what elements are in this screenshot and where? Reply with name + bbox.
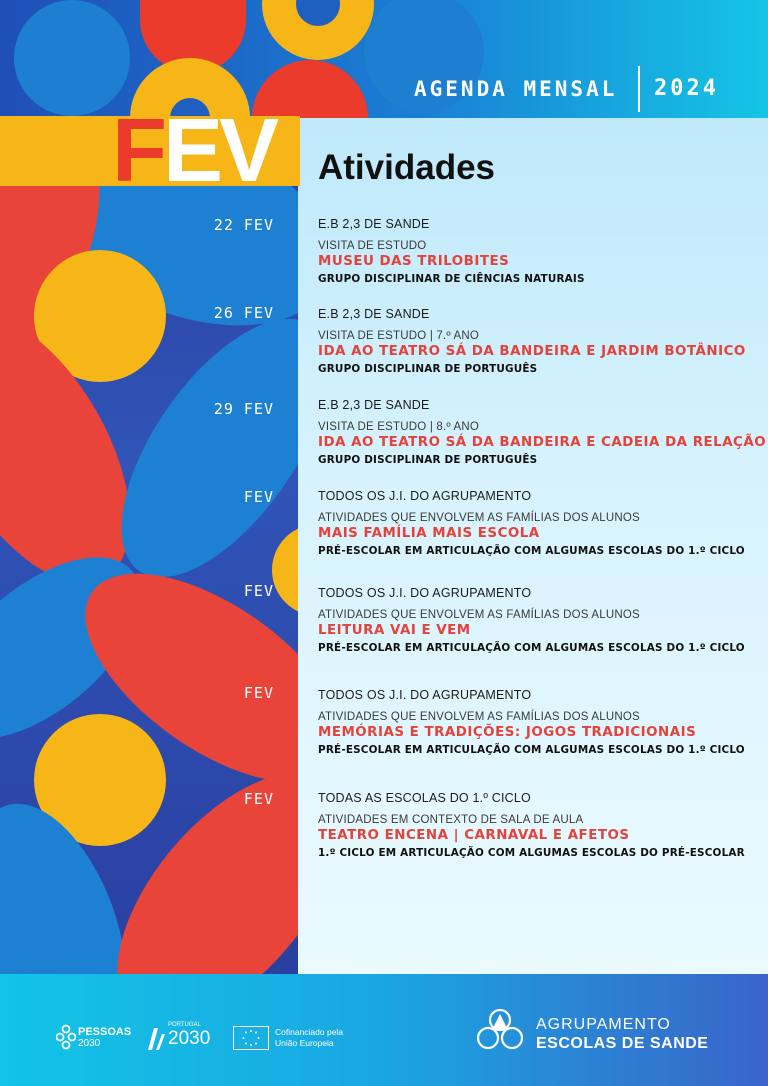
event-date: 29 FEV	[213, 400, 274, 418]
eu-line2: União Europeia	[275, 1038, 334, 1048]
event-location: TODOS OS J.I. DO AGRUPAMENTO	[318, 586, 532, 600]
portugal-icon	[146, 1024, 166, 1052]
pessoas-name: PESSOAS	[78, 1026, 132, 1038]
event-group: 1.º CICLO EM ARTICULAÇÃO COM ALGUMAS ESCOLAS DO PRÉ-ESCOLAR	[318, 847, 745, 859]
month-first-letter: F	[112, 101, 163, 201]
event-name: MUSEU DAS TRILOBITES	[318, 254, 510, 269]
event-type: VISITA DE ESTUDO | 7.º ANO	[318, 330, 480, 342]
event-type: ATIVIDADES QUE ENVOLVEM AS FAMÍLIAS DOS ALUNOS	[318, 512, 640, 524]
event-item	[318, 488, 763, 559]
agrupamento-line2: ESCOLAS DE SANDE	[536, 1035, 709, 1052]
pessoas-year: 2030	[78, 1038, 101, 1049]
agenda-label: AGENDA MENSAL	[414, 77, 618, 101]
event-type: VISITA DE ESTUDO | 8.º ANO	[318, 421, 480, 433]
event-item	[318, 397, 767, 468]
event-group: GRUPO DISCIPLINAR DE CIÊNCIAS NATURAIS	[318, 273, 585, 285]
event-date: FEV	[243, 684, 274, 702]
event-group: GRUPO DISCIPLINAR DE PORTUGUÊS	[318, 454, 538, 466]
event-date: 26 FEV	[213, 304, 274, 322]
event-name: MEMÓRIAS E TRADIÇÕES: JOGOS TRADICIONAIS	[318, 725, 697, 740]
event-date: 22 FEV	[213, 216, 274, 234]
decorative-art-panel	[0, 118, 298, 974]
event-type: VISITA DE ESTUDO	[318, 240, 427, 252]
school-emblem-icon	[474, 1004, 526, 1056]
eu-flag-icon	[233, 1026, 269, 1050]
event-type: ATIVIDADES EM CONTEXTO DE SALA DE AULA	[318, 814, 584, 826]
pessoas-icon	[56, 1024, 76, 1050]
event-location: TODOS OS J.I. DO AGRUPAMENTO	[318, 489, 532, 503]
portugal-name: PORTUGAL	[168, 1022, 201, 1028]
event-date: FEV	[243, 790, 274, 808]
year-label: 2024	[654, 76, 719, 101]
event-item	[318, 687, 763, 758]
page-title: Atividades	[318, 148, 495, 187]
event-group: PRÉ-ESCOLAR EM ARTICULAÇÃO COM ALGUMAS ESCOLAS DO 1.º CICLO	[318, 744, 745, 756]
header-divider	[638, 66, 640, 112]
event-type: ATIVIDADES QUE ENVOLVEM AS FAMÍLIAS DOS ALUNOS	[318, 609, 640, 621]
event-date: FEV	[243, 488, 274, 506]
event-item	[318, 216, 763, 287]
event-name: TEATRO ENCENA | CARNAVAL E AFETOS	[318, 828, 630, 843]
event-location: E.B 2,3 DE SANDE	[318, 307, 430, 321]
event-location: TODOS OS J.I. DO AGRUPAMENTO	[318, 688, 532, 702]
month-rest-letters: EV	[162, 101, 276, 201]
event-type: ATIVIDADES QUE ENVOLVEM AS FAMÍLIAS DOS ALUNOS	[318, 711, 640, 723]
event-name: MAIS FAMÍLIA MAIS ESCOLA	[318, 526, 540, 541]
agrupamento-line1: AGRUPAMENTO	[536, 1016, 671, 1033]
event-location: TODAS AS ESCOLAS DO 1.º CICLO	[318, 791, 531, 805]
event-name: IDA AO TEATRO SÁ DA BANDEIRA E JARDIM BOTÂNICO	[318, 344, 746, 359]
event-group: PRÉ-ESCOLAR EM ARTICULAÇÃO COM ALGUMAS ESCOLAS DO 1.º CICLO	[318, 545, 745, 557]
event-location: E.B 2,3 DE SANDE	[318, 398, 430, 412]
month-label	[112, 101, 276, 201]
eu-line1: Cofinanciado pela	[275, 1027, 344, 1037]
event-date: FEV	[243, 582, 274, 600]
event-location: E.B 2,3 DE SANDE	[318, 217, 430, 231]
event-item	[318, 790, 763, 861]
event-name: LEITURA VAI E VEM	[318, 623, 471, 638]
event-name: IDA AO TEATRO SÁ DA BANDEIRA E CADEIA DA RELAÇÃO	[318, 435, 767, 450]
portugal-year: 2030	[168, 1028, 211, 1049]
event-group: PRÉ-ESCOLAR EM ARTICULAÇÃO COM ALGUMAS ESCOLAS DO 1.º CICLO	[318, 642, 745, 654]
abstract-shapes-illustration	[0, 118, 298, 974]
event-item	[318, 585, 763, 656]
event-item	[318, 306, 763, 377]
event-group: GRUPO DISCIPLINAR DE PORTUGUÊS	[318, 363, 538, 375]
